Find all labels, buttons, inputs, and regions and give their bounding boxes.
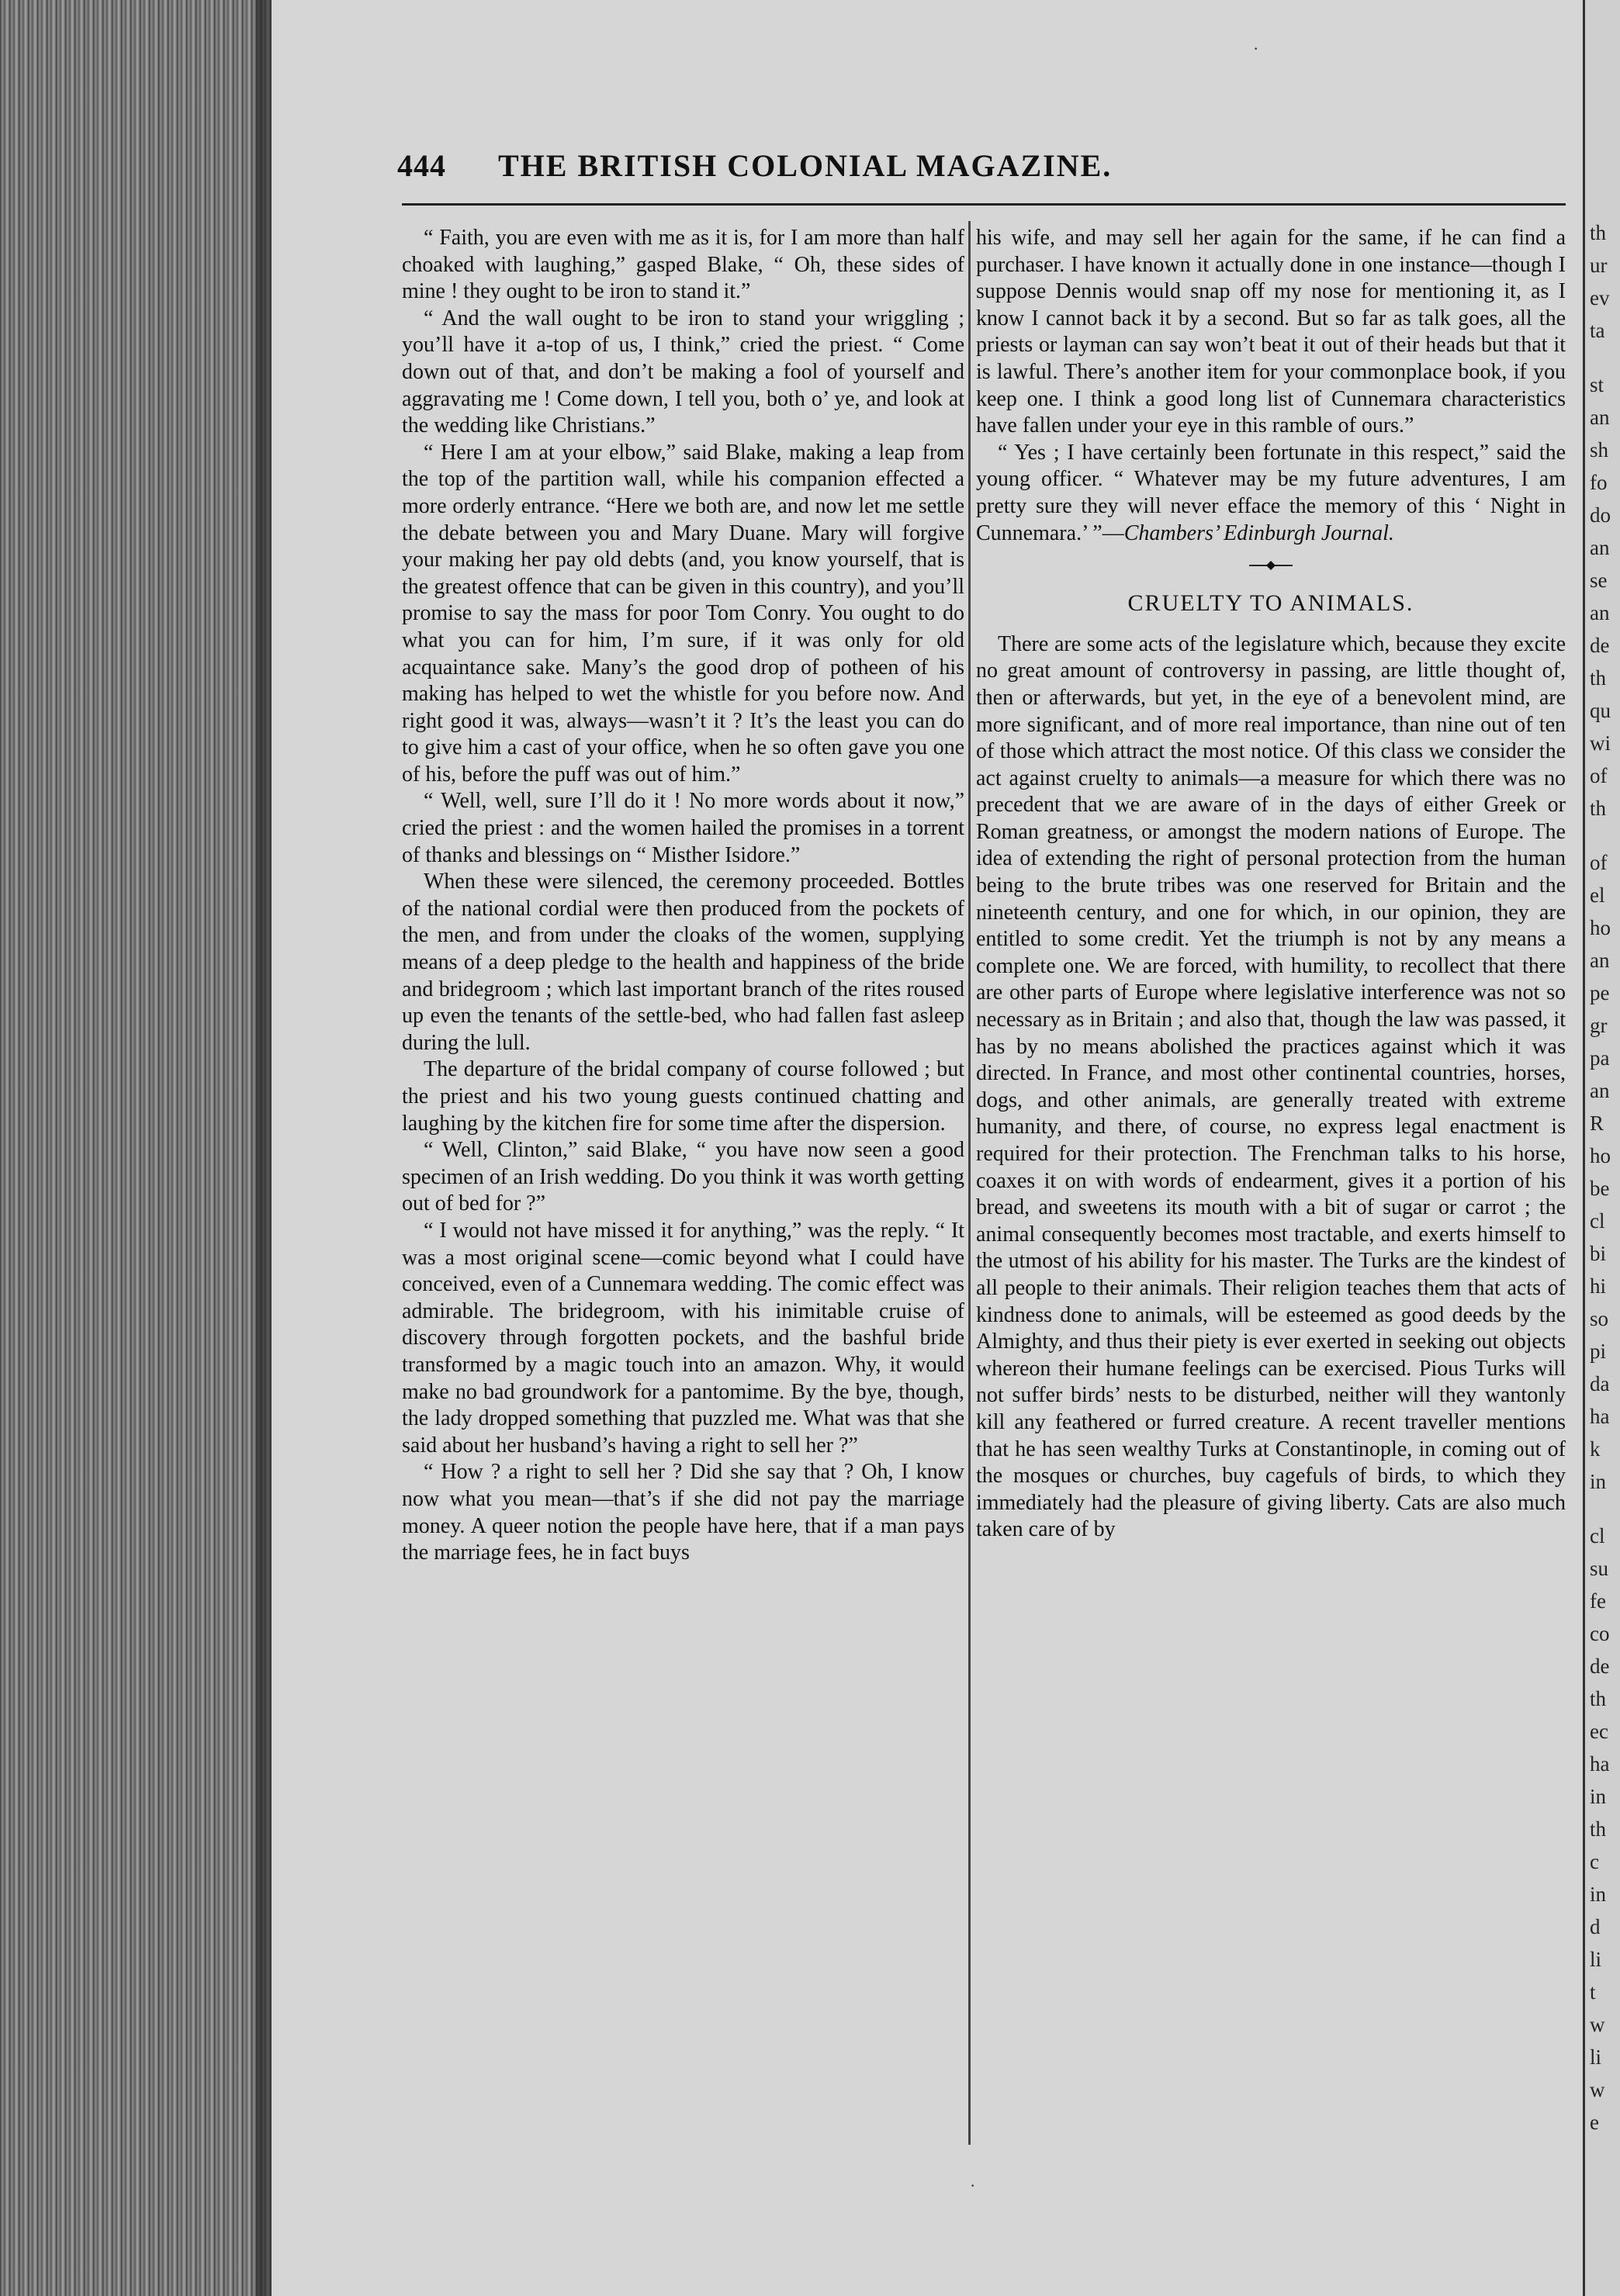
adjacent-page-fragment: of bbox=[1590, 764, 1608, 787]
adjacent-page-fragment: of bbox=[1590, 851, 1608, 874]
paragraph: When these were silenced, the ceremony proceeded. Bottles of the national cordial were then produced from the pockets of the men, and from under the cloaks of the women, supplying means of a deep pledge to the health and happiness of the bride and bridegroom ; which last important branch of the rites roused up even the tenants of the settle-bed, who had fallen fast asleep during the lull. bbox=[402, 870, 964, 1055]
adjacent-page-fragment: sh bbox=[1590, 438, 1609, 462]
paragraph: “ Faith, you are even with me as it is, for I am more than half choaked with laughing,” gasped Blake, “ Oh, these sides of mine ! they ought to be iron to stand it.” bbox=[402, 226, 964, 304]
adjacent-page-fragment: li bbox=[1590, 2045, 1602, 2069]
adjacent-page-fragment: e bbox=[1590, 2111, 1599, 2134]
adjacent-page-fragment: ur bbox=[1590, 254, 1608, 277]
paragraph: “ I would not have missed it for anything,” was the reply. “ It was a most original scene—comic beyond what I could have conceived, even of a Cunnemara wedding. The comic effect was admirable. The bridegroom, with his inimitable cruise of discovery through forgotten pockets, and the bashful bride transformed by a magic touch into an amazon. Why, it would make no bad groundwork for a pantomime. By the bye, though, the lady dropped something that puzzled me. What was that she said about her husband’s having a right to sell her ?” bbox=[402, 1218, 964, 1457]
header-rule bbox=[402, 203, 1566, 206]
adjacent-page-fragment: w bbox=[1590, 2013, 1605, 2036]
left-column bbox=[402, 225, 964, 2141]
adjacent-page-fragment: el bbox=[1590, 883, 1605, 907]
adjacent-page-fragment: t bbox=[1590, 1980, 1596, 2004]
page-header bbox=[397, 147, 1569, 194]
adjacent-page-fragment: da bbox=[1590, 1372, 1610, 1395]
right-column bbox=[976, 225, 1566, 2141]
adjacent-page-fragment: c bbox=[1590, 1850, 1599, 1873]
adjacent-page-fragment: k bbox=[1590, 1437, 1601, 1461]
adjacent-page-fragment: de bbox=[1590, 634, 1610, 657]
adjacent-page-fragment: ec bbox=[1590, 1720, 1608, 1743]
adjacent-page-fragment: se bbox=[1590, 569, 1608, 592]
adjacent-page-fragment: pa bbox=[1590, 1046, 1610, 1070]
adjacent-page-fragment: an bbox=[1590, 1079, 1610, 1102]
source-citation: Chambers’ Edinburgh Journal. bbox=[1123, 520, 1394, 545]
adjacent-page-fragment: be bbox=[1590, 1177, 1610, 1200]
adjacent-page-fragment: wi bbox=[1590, 731, 1611, 755]
adjacent-page-fragment: hi bbox=[1590, 1274, 1607, 1298]
adjacent-page-fragment: gr bbox=[1590, 1014, 1608, 1037]
adjacent-page-fragment: in bbox=[1590, 1883, 1607, 1906]
adjacent-page-fragment: th bbox=[1590, 221, 1607, 244]
adjacent-page-fragment: th bbox=[1590, 1817, 1607, 1841]
adjacent-page-fragment: an bbox=[1590, 601, 1610, 624]
adjacent-page-fragment: cl bbox=[1590, 1209, 1605, 1233]
adjacent-page-fragment: do bbox=[1590, 503, 1611, 527]
adjacent-page-fragment: ta bbox=[1590, 319, 1605, 342]
print-fleck: · bbox=[970, 2176, 976, 2195]
adjacent-page-fragment: su bbox=[1590, 1557, 1609, 1580]
adjacent-page-fragment: th bbox=[1590, 797, 1607, 820]
adjacent-page-fragment: fe bbox=[1590, 1589, 1606, 1613]
adjacent-page-fragment: fo bbox=[1590, 471, 1608, 494]
reply-text: “ Yes ; I have certainly been fortunate in this respect,” said the young officer. “ Whatever may be my future adventures, I am pretty sure they will never efface the memory of this ‘ Night in Cunnemara.’ ”— bbox=[976, 440, 1566, 545]
page-number: 444 bbox=[397, 148, 446, 183]
paragraph: “ And the wall ought to be iron to stand your wriggling ; you’ll have it a-top of us, I think,” cried the priest. “ Come down out of that, and don’t be making a fool of yourself and aggravating me ! Come down, I tell you, both o’ ye, and look at the wedding like Christians.” bbox=[402, 306, 964, 438]
adjacent-page-fragment: ha bbox=[1590, 1405, 1610, 1428]
print-fleck: · bbox=[1253, 39, 1259, 58]
paragraph: The departure of the bridal company of course followed ; but the priest and his two young guests continued chatting and laughing by the kitchen fire for some time after the dispersion. bbox=[402, 1057, 964, 1136]
paragraph: “ Here I am at your elbow,” said Blake, making a leap from the top of the partition wall, while his companion effected a more orderly entrance. “Here we both are, and now let me settle the debate between you and Mary Duane. Mary will forgive your making her pay old debts (and, you know yourself, that is the greatest offence that can be given in this country), and you’ll promise to say the mass for poor Tom Conry. You ought to do what you can for him, I’m sure, if it was only for old acquaintance sake. Many’s the good drop of potheen of his making has helped to wet the whistle for you before now. And right good it was, always—wasn’t it ? It’s the least you can do to give him a cast of your office, when he so often gave you one of his, before the puff was out of him.” bbox=[402, 440, 964, 787]
adjacent-page-fragment: d bbox=[1590, 1915, 1601, 1938]
adjacent-page-fragment: ho bbox=[1590, 1144, 1611, 1167]
adjacent-page-fragment: ha bbox=[1590, 1752, 1610, 1776]
adjacent-page-edge bbox=[1583, 0, 1620, 2296]
book-binding-edge bbox=[0, 0, 272, 2296]
adjacent-page-fragment: th bbox=[1590, 1687, 1607, 1710]
adjacent-page-fragment: pe bbox=[1590, 981, 1610, 1004]
section-title: CRUELTY TO ANIMALS. bbox=[1127, 590, 1414, 617]
section-ornament bbox=[976, 555, 1566, 578]
adjacent-page-fragment: co bbox=[1590, 1622, 1610, 1645]
adjacent-page-fragment: R bbox=[1590, 1112, 1604, 1135]
adjacent-page-fragment: in bbox=[1590, 1785, 1607, 1808]
adjacent-page-fragment: pi bbox=[1590, 1340, 1607, 1363]
adjacent-page-fragment: ho bbox=[1590, 916, 1611, 939]
continued-paragraph: his wife, and may sell her again for the same, if he can find a purchaser. I have known it actually done in one instance—though I suppose Dennis would snap off my nose for mentioning it, as I know I cannot back it by a second. But so far as talk goes, all the priests or layman can say won’t beat it out of their heads but that it is lawful. There’s another item for your commonplace book, if you keep one. I think a good long list of Cunnemara characteristics have fallen under your eye in this ramble of ours.” bbox=[976, 226, 1566, 438]
adjacent-page-fragment: st bbox=[1590, 373, 1604, 396]
adjacent-page-fragment: in bbox=[1590, 1470, 1607, 1493]
paragraph bbox=[976, 440, 1566, 547]
adjacent-page-fragment: bi bbox=[1590, 1242, 1607, 1265]
adjacent-page-fragment: w bbox=[1590, 2078, 1605, 2101]
adjacent-page-fragment: th bbox=[1590, 666, 1607, 690]
adjacent-page-fragment: an bbox=[1590, 536, 1610, 559]
paragraph: “ Well, Clinton,” said Blake, “ you have now seen a good specimen of an Irish wedding. Do you think it was worth getting out of bed for ?” bbox=[402, 1138, 964, 1216]
adjacent-page-fragment: ev bbox=[1590, 286, 1610, 309]
adjacent-page-fragment: de bbox=[1590, 1655, 1610, 1678]
running-title: THE BRITISH COLONIAL MAGAZINE. bbox=[498, 148, 1113, 183]
magazine-page bbox=[272, 0, 1583, 2296]
adjacent-page-fragment: qu bbox=[1590, 699, 1611, 722]
adjacent-page-fragment: li bbox=[1590, 1948, 1602, 1971]
adjacent-page-fragment: cl bbox=[1590, 1524, 1605, 1547]
paragraph: There are some acts of the legislature which, because they excite no great amount of controversy in passing, are little thought of, then or afterwards, but yet, in the eye of a benevolent mind, are more significant, and of more real importance, than nine out of ten of those which attract the most notice. Of this class we consider the act against cruelty to animals—a measure for which there was no precedent that we are aware of in the days of either Greek or Roman greatness, or amongst the modern nations of Europe. The idea of extending the right of personal protection from the human being to the brute tribes was one reserved for Britain and the nineteenth century, and one for which, in our opinion, they are entitled to some credit. Yet the triumph is not by any means a complete one. We are forced, with humility, to recollect that there are other parts of Europe where legislative interference was not so necessary as in Britain ; and also that, though the law was passed, it has by no means abolished the practices against which it was directed. In France, and most other continental countries, horses, dogs, and other animals, are generally treated with extreme humanity, and there, of course, no express legal enactment is required for their protection. The Frenchman talks to his horse, coaxes it on with words of endearment, gives it a portion of his bread, and sweetens its mouth with a bit of sugar or carrot ; the animal consequently becomes most tractable, and exerts himself to the utmost of his ability for his master. The Turks are the kindest of all people to their animals. Their religion teaches them that acts of kindness done to animals, will be esteemed as good deeds by the Almighty, and thus their piety is ever exerted in seeking out objects whereon their humane feelings can be exercised. Pious Turks will not suffer birds’ nests to be disturbed, neither will they wantonly kill any feathered or furred creature. A recent traveller mentions that he has seen wealthy Turks at Constantinople, in coming out of the mosques or churches, buy cagefuls of birds, to which they immediately had the pleasure of giving liberty. Cats are also much taken care of by bbox=[976, 631, 1566, 1542]
adjacent-page-fragment: an bbox=[1590, 406, 1610, 429]
paragraph: “ Well, well, sure I’ll do it ! No more words about it now,” cried the priest : and the women hailed the promises in a torrent of thanks and blessings on “ Misther Isidore.” bbox=[402, 789, 964, 867]
adjacent-page-fragment: an bbox=[1590, 949, 1610, 972]
paragraph: “ How ? a right to sell her ? Did she say that ? Oh, I know now what you mean—that’s if she did not pay the marriage money. A queer notion the people have here, that if a man pays the marriage fees, he in fact buys bbox=[402, 1460, 964, 1565]
adjacent-page-fragment: so bbox=[1590, 1307, 1609, 1330]
column-rule bbox=[968, 221, 971, 2145]
